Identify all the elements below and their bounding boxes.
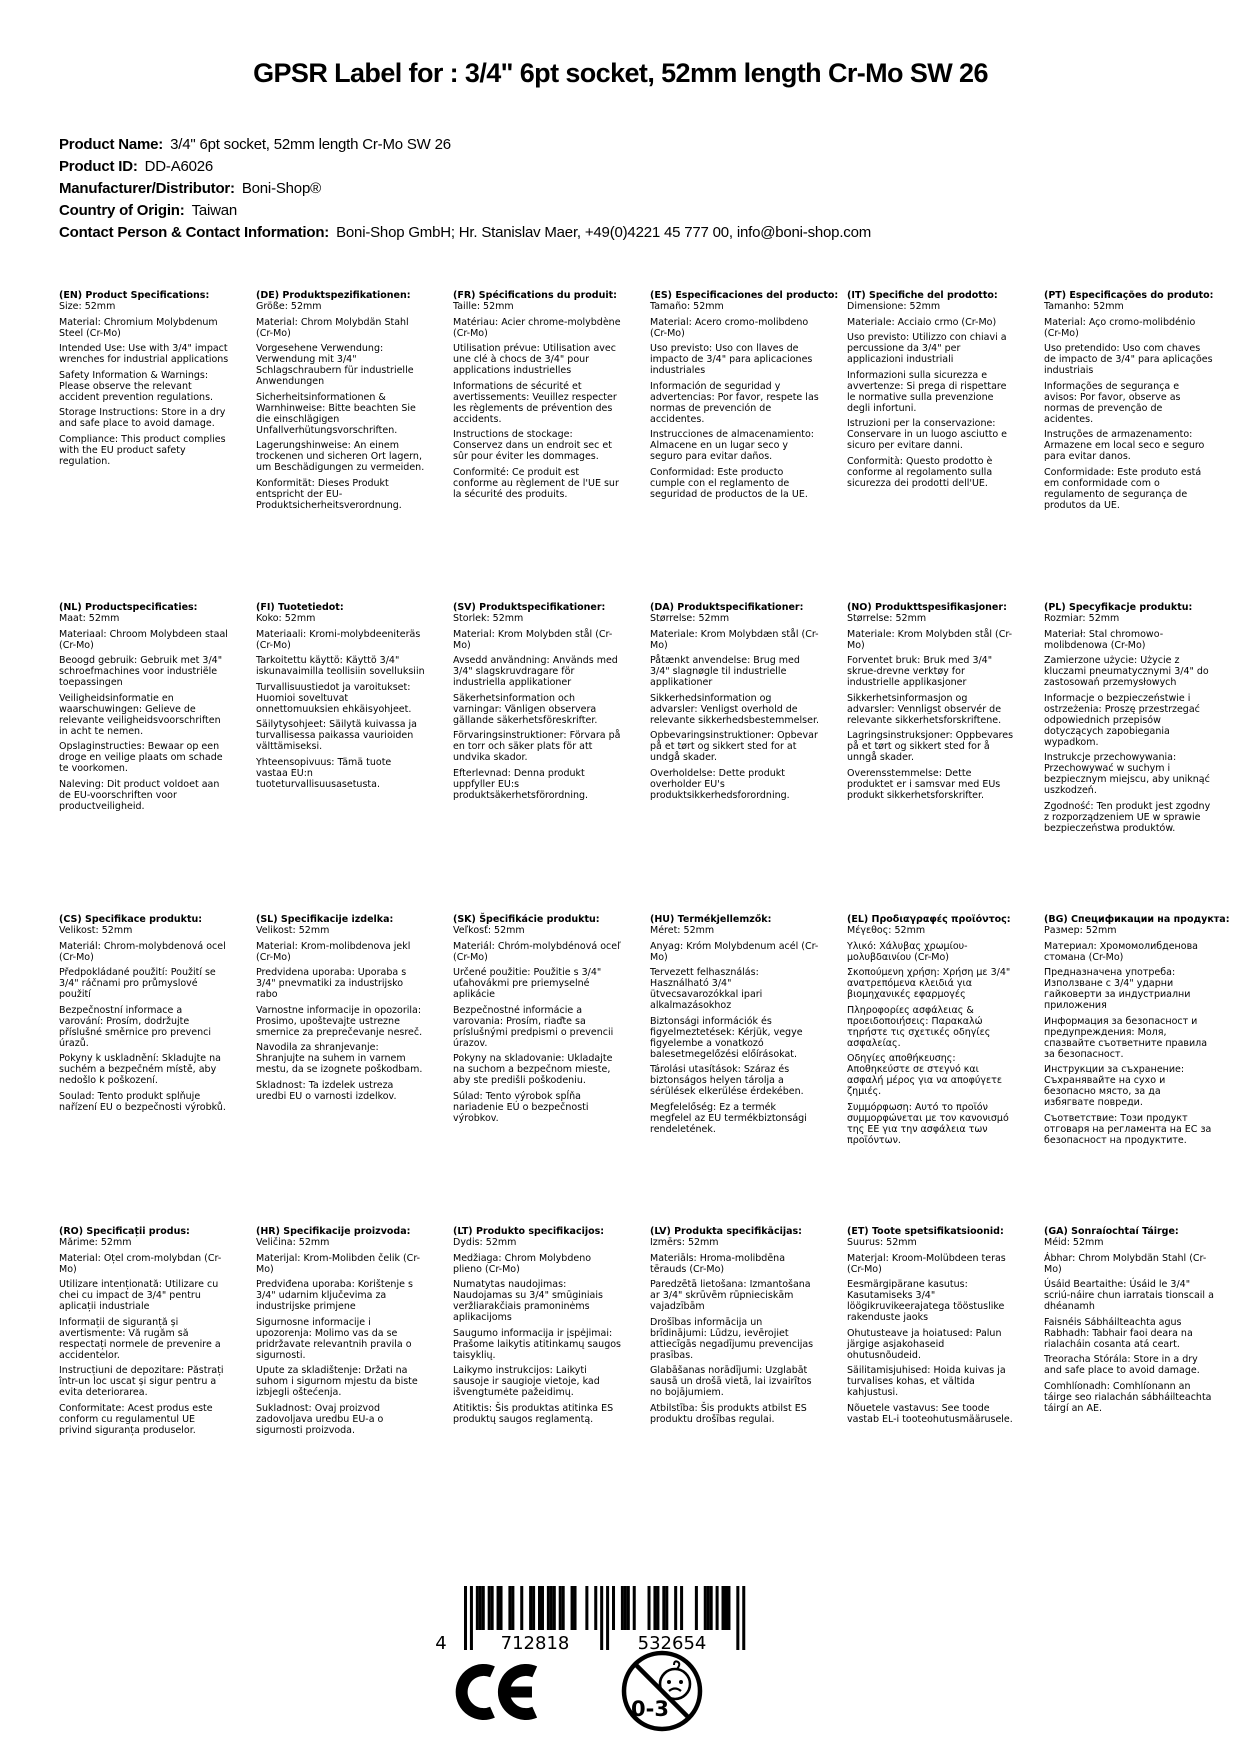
lang-heading: (BG) Спецификации на продукта: (1044, 914, 1230, 925)
spec-paragraph: Atitiktis: Šis produktas atitinka ES produktų saugos reglamentą. (453, 1402, 614, 1425)
spec-paragraph: Informacje o bezpieczeństwie i ostrzeżenia: Proszę przestrzegać odpowiednich przepisów dotyczących zapobiegania wypadkom. (1044, 692, 1200, 748)
lang-block-ro (59, 1226, 229, 1440)
spec-paragraph: Paredzētā lietošana: Izmantošana ar 3/4" skrūvēm rūpnieciskām vajadzībām (650, 1279, 811, 1312)
spec-paragraph: Material: Oțel crom-molybdan (Cr-Mo) (59, 1252, 222, 1275)
spec-paragraph: Koko: 52mm (256, 613, 316, 624)
spec-paragraph: Forventet bruk: Bruk med 3/4" skrue-drevne verktøy for industrielle applikasjoner (847, 655, 993, 688)
spec-paragraph: Eesmärgipärane kasutus: Kasutamiseks 3/4" löögikruvikeerajatega tööstuslike rakenduste jaoks (847, 1279, 1005, 1323)
spec-paragraph: Predvidena uporaba: Uporaba s 3/4" pnevmatiki za industrijsko rabo (256, 967, 407, 1000)
spec-paragraph: Συμμόρφωση: Αυτό το προϊόν συμμορφώνεται με τον κανονισμό της ΕΕ για την ασφάλεια των προϊόντων. (847, 1101, 1009, 1146)
product-info-value: 3/4" 6pt socket, 52mm length Cr-Mo SW 26 (170, 136, 451, 153)
spec-paragraph: Laikymo instrukcijos: Laikyti sausoje ir saugioje vietoje, kad išvengtumėte pažeidimų. (453, 1365, 600, 1398)
lang-heading: (SL) Specifikacije izdelka: (256, 914, 394, 925)
spec-paragraph: Navodila za shranjevanje: Shranjujte na suhem in varnem mestu, da se izognete poškodbam. (256, 1042, 423, 1075)
language-grid-row-4 (59, 1226, 1214, 1440)
spec-paragraph: Izmērs: 52mm (650, 1237, 719, 1248)
lang-heading: (GA) Sonraíochtaí Táirge: (1044, 1226, 1179, 1237)
product-info-value: DD-A6026 (144, 158, 214, 175)
spec-paragraph: Soulad: Tento produkt splňuje nařízení EU o bezpečnosti výrobků. (59, 1090, 226, 1113)
spec-paragraph: Overholdelse: Dette produkt overholder EU's produktsikkerhedsforordning. (650, 767, 790, 801)
spec-paragraph: Storage Instructions: Store in a dry and safe place to avoid damage. (59, 407, 226, 429)
lang-heading: (HR) Specifikacije proizvoda: (256, 1226, 411, 1237)
spec-paragraph: Materiale: Krom Molybdæn stål (Cr-Mo) (650, 628, 819, 651)
spec-paragraph: Anyag: Króm Molybdenum acél (Cr-Mo) (650, 940, 819, 963)
lang-heading: (HU) Termékjellemzők: (650, 914, 772, 925)
lang-heading: (SV) Produktspecifikationer: (453, 602, 606, 613)
lang-block-ga (1044, 1226, 1214, 1418)
spec-paragraph: Instrucțiuni de depozitare: Păstrați într-un loc uscat și sigur pentru a evita deteriorarea. (59, 1365, 224, 1398)
spec-paragraph: Materiál: Chrom-molybdenová ocel (Cr-Mo) (59, 940, 226, 963)
spec-paragraph: Úsáid Beartaithe: Úsáid le 3/4" scriú-náire chun iarratais tionscail a dhéanamh (1044, 1279, 1214, 1312)
product-info-line (59, 134, 871, 156)
spec-paragraph: Materiaali: Kromi-molybdeeniteräs (Cr-Mo) (256, 628, 421, 651)
lang-heading: (PL) Specyfikacje produktu: (1044, 602, 1193, 613)
ce-mark-icon (453, 1663, 543, 1725)
spec-paragraph: Safety Information & Warnings: Please observe the relevant accident prevention regulations. (59, 369, 214, 403)
product-info-line (59, 222, 871, 244)
spec-paragraph: Konformität: Dieses Produkt entspricht der EU-Produktsicherheitsverordnung. (256, 477, 402, 511)
lang-block-pt (1044, 290, 1214, 515)
lang-heading: (IT) Specifiche del prodotto: (847, 290, 998, 301)
spec-paragraph: Zgodność: Ten produkt jest zgodny z rozporządzeniem UE w sprawie bezpieczeństwa produktów. (1044, 800, 1211, 834)
product-info-label: Product ID: (59, 158, 138, 175)
spec-paragraph: Información de seguridad y advertencias: Por favor, respete las normas de prevención de accidentes. (650, 380, 819, 425)
spec-paragraph: Biztonsági információk és figyelmeztetések: Kérjük, vegye figyelembe a vonatkozó balesetmegelőzési előírásokat. (650, 1015, 803, 1060)
spec-paragraph: Uso pretendido: Uso com chaves de impacto de 3/4" para aplicações industriais (1044, 343, 1213, 376)
spec-paragraph: Informazioni sulla sicurezza e avvertenze: Si prega di rispettare le normative sulla prevenzione degli infortuni. (847, 369, 1007, 414)
product-info-label: Manufacturer/Distributor: (59, 180, 235, 197)
spec-paragraph: Utilizare intenționată: Utilizare cu chei cu impact de 3/4" pentru aplicații industriale (59, 1279, 219, 1312)
spec-paragraph: Informații de siguranță și avertismente: Vă rugăm să respectați normele de prevenire a accidentelor. (59, 1316, 221, 1361)
spec-paragraph: Съответствие: Този продукт отговаря на регламента на ЕС за безопасност на продуктите. (1044, 1112, 1212, 1146)
spec-paragraph: Säilitamisjuhised: Hoida kuivas ja turvalises kohas, et vältida kahjustusi. (847, 1365, 1006, 1398)
spec-paragraph: Predviđena uporaba: Korištenje s 3/4" udarnim ključevima za industrijske primjene (256, 1279, 413, 1312)
lang-block-cs (59, 914, 229, 1117)
spec-paragraph: Οδηγίες αποθήκευσης: Αποθηκεύστε σε στεγνό και ασφαλή μέρος για να αποφύγετε ζημιές. (847, 1053, 1002, 1097)
lang-heading: (EN) Product Specifications: (59, 290, 210, 301)
spec-paragraph: Materijal: Krom-Molibden čelik (Cr-Mo) (256, 1252, 421, 1275)
spec-paragraph: Instrukcje przechowywania: Przechowywać w suchym i bezpiecznym miejscu, aby uniknąć uszkodzeń. (1044, 752, 1210, 796)
lang-heading: (DE) Produktspezifikationen: (256, 290, 411, 301)
lang-block-it (847, 290, 1017, 493)
lang-heading: (FR) Spécifications du produit: (453, 290, 617, 301)
spec-paragraph: Предназначена употреба: Използване с 3/4" ударни гайковерти за индустриални приложения (1044, 967, 1191, 1011)
spec-paragraph: Størrelse: 52mm (650, 613, 730, 624)
spec-paragraph: Säkerhetsinformation och varningar: Vänligen observera gällande säkerhetsföreskrifter. (453, 692, 598, 726)
product-info-line (59, 200, 871, 222)
spec-paragraph: Předpokládané použití: Použití se 3/4" ráčnami pro průmyslové použití (59, 967, 216, 1000)
spec-paragraph: Sigurnosne informacije i upozorenja: Molimo vas da se pridržavate relevantnih pravila o sigurnosti. (256, 1316, 412, 1361)
spec-paragraph: Pokyny k uskladnění: Skladujte na suchém a bezpečném místě, aby nedošlo k poškození. (59, 1053, 221, 1086)
lang-heading: (FI) Tuotetiedot: (256, 602, 344, 613)
spec-paragraph: Opslaginstructies: Bewaar op een droge en veilige plaats om schade te voorkomen. (59, 741, 223, 774)
spec-paragraph: Tamaño: 52mm (650, 301, 724, 312)
product-info-value: Boni-Shop® (241, 180, 321, 197)
spec-paragraph: Uso previsto: Utilizzo con chiavi a percussione da 3/4" per applicazioni industriali (847, 332, 1007, 365)
spec-paragraph: Méret: 52mm (650, 925, 715, 936)
lang-heading: (LT) Produkto specifikacijos: (453, 1226, 605, 1237)
language-grid-row-1 (59, 290, 1214, 515)
spec-paragraph: Υλικό: Χάλυβας χρωμίου-μολυβδαινίου (Cr-Mo) (847, 940, 968, 963)
spec-paragraph: Velikost: 52mm (256, 925, 330, 936)
spec-paragraph: Turvallisuustiedot ja varoitukset: Huomioi soveltuvat onnettomuuksien ehkäisyohjeet. (256, 681, 412, 715)
spec-paragraph: Materiale: Acciaio crmo (Cr-Mo) (847, 316, 997, 328)
spec-paragraph: Opbevaringsinstruktioner: Opbevar på et tørt og sikkert sted for at undgå skader. (650, 730, 818, 763)
spec-paragraph: Materiaal: Chroom Molybdeen staal (Cr-Mo) (59, 628, 228, 651)
spec-paragraph: Sikkerhedsinformation og advarsler: Venligst overhold de relevante sikkerhedsbestemmelser. (650, 692, 819, 726)
spec-paragraph: Conformidade: Este produto está em conformidade com o regulamento de segurança de produtos da UE. (1044, 466, 1202, 511)
spec-paragraph: Méid: 52mm (1044, 1237, 1104, 1248)
product-info-line (59, 178, 871, 200)
spec-paragraph: Určené použitie: Použitie s 3/4" uťahovákmi pre priemyselné aplikácie (453, 967, 602, 1000)
lang-block-lt (453, 1226, 623, 1429)
spec-paragraph: Material: Acero cromo-molibdeno (Cr-Mo) (650, 316, 809, 339)
lang-heading: (CS) Specifikace produktu: (59, 914, 203, 925)
product-info-label: Product Name: (59, 136, 164, 153)
lang-block-pl (1044, 602, 1214, 838)
spec-paragraph: Instruções de armazenamento: Armazene em local seco e seguro para evitar danos. (1044, 429, 1205, 462)
lang-heading: (LV) Produkta specifikācijas: (650, 1226, 802, 1237)
lang-block-lv (650, 1226, 820, 1429)
lang-block-de (256, 290, 426, 515)
spec-paragraph: Tarkoitettu käyttö: Käyttö 3/4" iskunavaimilla teollisiin sovelluksiin (256, 655, 425, 677)
spec-paragraph: Informações de segurança e avisos: Por favor, observe as normas de prevenção de acidentes. (1044, 380, 1181, 425)
lang-block-sk (453, 914, 623, 1128)
spec-paragraph: Avsedd användning: Används med 3/4" slagskruvdragare för industriella applikationer (453, 655, 618, 688)
lang-heading: (NO) Produkttspesifikasjoner: (847, 602, 1007, 613)
spec-paragraph: Säilytysohjeet: Säilytä kuivassa ja turvallisessa paikassa vaurioiden välttämiseksi. (256, 719, 417, 752)
spec-paragraph: Treoracha Stórála: Store in a dry and safe place to avoid damage. (1044, 1354, 1200, 1376)
spec-paragraph: Suurus: 52mm (847, 1237, 917, 1248)
lang-heading: (NL) Productspecificaties: (59, 602, 198, 613)
spec-paragraph: Naleving: Dit product voldoet aan de EU-voorschriften voor productveiligheid. (59, 778, 220, 812)
spec-paragraph: Bezpečnostní informace a varování: Prosím, dodržujte příslušné směrnice pro prevenci úrazů. (59, 1004, 212, 1049)
spec-paragraph: Material: Aço cromo-molibdénio (Cr-Mo) (1044, 316, 1196, 339)
spec-paragraph: Material: Krom Molybden stål (Cr-Mo) (453, 628, 613, 651)
spec-paragraph: Tárolási utasítások: Száraz és biztonságos helyen tárolja a sérülések elkerülése érdekében. (650, 1064, 804, 1097)
lang-block-nl (59, 602, 229, 816)
spec-paragraph: Materiał: Stal chromowo-molibdenowa (Cr-Mo) (1044, 628, 1164, 651)
spec-paragraph: Förvaringsinstruktioner: Förvara på en torr och säker plats för att undvika skador. (453, 730, 621, 763)
lang-block-hr (256, 1226, 426, 1440)
spec-paragraph: Rozmiar: 52mm (1044, 613, 1120, 624)
spec-paragraph: Materiale: Krom Molybden stål (Cr-Mo) (847, 628, 1013, 651)
spec-paragraph: Размер: 52mm (1044, 925, 1117, 936)
spec-paragraph: Sicherheitsinformationen & Warnhinweise: Bitte beachten Sie die einschlägigen Unfallverhütungsvorschriften. (256, 391, 416, 436)
lang-block-fi (256, 602, 426, 794)
lang-block-sl (256, 914, 426, 1106)
spec-paragraph: Efterlevnad: Denna produkt uppfyller EU:s produktsäkerhetsförordning. (453, 767, 589, 801)
product-info-label: Contact Person & Contact Information: (59, 224, 330, 241)
lang-block-el (847, 914, 1017, 1150)
page-title: GPSR Label for : 3/4" 6pt socket, 52mm length Cr-Mo SW 26 (253, 58, 988, 88)
spec-paragraph: Sukladnost: Ovaj proizvod zadovoljava uredbu EU-a o sigurnosti proizvoda. (256, 1402, 384, 1436)
spec-paragraph: Medžiaga: Chrom Molybdeno plieno (Cr-Mo) (453, 1252, 592, 1275)
spec-paragraph: Conformitate: Acest produs este conform cu regulamentul UE privind siguranța produselor. (59, 1402, 213, 1436)
spec-paragraph: Súlad: Tento výrobok spĺňa nariadenie EÚ o bezpečnosti výrobkov. (453, 1090, 589, 1124)
lang-heading: (DA) Produktspecifikationer: (650, 602, 804, 613)
lang-block-en (59, 290, 229, 471)
language-grid-row-3 (59, 914, 1230, 1150)
spec-paragraph: Overensstemmelse: Dette produktet er i samsvar med EUs produkt sikkerhetsforskrifter. (847, 767, 1001, 801)
spec-paragraph: Σκοπούμενη χρήση: Χρήση με 3/4" ανατρεπόμενα κλειδιά για βιομηχανικές εφαρμογές (847, 967, 1011, 1000)
spec-paragraph: Pokyny na skladovanie: Ukladajte na suchom a bezpečnom mieste, aby ste predišli poškodeniu. (453, 1053, 613, 1086)
lang-heading: (ES) Especificaciones del producto: (650, 290, 839, 301)
lang-block-sv (453, 602, 623, 805)
spec-paragraph: Numatytas naudojimas: Naudojamas su 3/4" smūginiais veržliarakčiais pramoninėms aplikacijoms (453, 1279, 603, 1323)
spec-paragraph: Lagringsinstruksjoner: Oppbevares på et tørt og sikkert sted for å unngå skader. (847, 730, 1014, 763)
spec-paragraph: Lagerungshinweise: An einem trockenen und sicheren Ort lagern, um Beschädigungen zu vermeiden. (256, 440, 425, 473)
language-grid-row-2 (59, 602, 1214, 838)
lang-heading: (EL) Προδιαγραφές προϊόντος: (847, 914, 1011, 925)
spec-paragraph: Материал: Хромомолибденова стомана (Cr-Mo) (1044, 940, 1198, 963)
lang-block-no (847, 602, 1017, 805)
spec-paragraph: Vorgesehene Verwendung: Verwendung mit 3/4" Schlagschraubern für industrielle Anwendungen (256, 343, 414, 387)
spec-paragraph: Material: Chrom Molybdän Stahl (Cr-Mo) (256, 316, 409, 339)
spec-paragraph: Sikkerhetsinformasjon og advarsler: Vennligst observér de relevante sikkerhetsforskriftene. (847, 692, 1002, 726)
spec-paragraph: Dydis: 52mm (453, 1237, 517, 1248)
lang-block-es (650, 290, 839, 504)
product-info-block (59, 134, 871, 244)
spec-paragraph: Instructions de stockage: Conservez dans un endroit sec et sûr pour éviter les dommages. (453, 429, 612, 462)
spec-paragraph: Velikost: 52mm (59, 925, 133, 936)
lang-block-fr (453, 290, 623, 504)
spec-paragraph: Informations de sécurité et avertissements: Veuillez respecter les règlements de prévention des accidents. (453, 380, 617, 425)
spec-paragraph: Varnostne informacije in opozorila: Prosimo, upoštevajte ustrezne smernice za preprečevanje nesreč. (256, 1004, 423, 1038)
spec-paragraph: Compliance: This product complies with the EU product safety regulation. (59, 433, 226, 467)
product-info-label: Country of Origin: (59, 202, 185, 219)
lang-block-hu (650, 914, 820, 1139)
spec-paragraph: Beoogd gebruik: Gebruik met 3/4" schroefmachines voor industriële toepassingen (59, 655, 223, 688)
spec-paragraph: Størrelse: 52mm (847, 613, 927, 624)
product-info-value: Taiwan (191, 202, 238, 219)
spec-paragraph: Инструкции за съхранение: Съхранявайте на сухо и безопасно място, за да избягвате повреди. (1044, 1064, 1185, 1108)
spec-paragraph: Conformité: Ce produit est conforme au règlement de l'UE sur la sécurité des produits. (453, 466, 619, 500)
barcode-digits-right: 532654 (637, 1633, 707, 1654)
spec-paragraph: Maat: 52mm (59, 613, 120, 624)
spec-paragraph: Πληροφορίες ασφάλειας & προειδοποιήσεις: Παρακαλώ τηρήστε τις σχετικές οδηγίες ασφαλείας. (847, 1004, 991, 1049)
lang-block-da (650, 602, 820, 805)
spec-paragraph: Skladnost: Ta izdelek ustreza uredbi EU o varnosti izdelkov. (256, 1079, 397, 1102)
lang-heading: (SK) Špecifikácie produktu: (453, 914, 600, 925)
product-info-line (59, 156, 871, 178)
age-warning-0-3-icon (620, 1649, 704, 1737)
product-info-value: Boni-Shop GmbH; Hr. Stanislav Maer, +49(0)4221 45 777 00, info@boni-shop.com (336, 224, 872, 241)
spec-paragraph: Zamierzone użycie: Użycie z kluczami pneumatycznymi 3/4" do zastosowań przemysłowych (1044, 655, 1209, 688)
spec-paragraph: Veiligheidsinformatie en waarschuwingen: Gelieve de relevante veiligheidsvoorschriften in acht te nemen. (59, 692, 221, 737)
spec-paragraph: Matériau: Acier chrome-molybdène (Cr-Mo) (453, 316, 621, 339)
spec-paragraph: Μέγεθος: 52mm (847, 925, 926, 936)
spec-paragraph: Materiál: Chróm-molybdénová oceľ (Cr-Mo) (453, 940, 621, 963)
lang-heading: (ET) Toote spetsifikatsioonid: (847, 1226, 1004, 1237)
spec-paragraph: Size: 52mm (59, 301, 116, 312)
spec-paragraph: Größe: 52mm (256, 301, 322, 312)
spec-paragraph: Veličina: 52mm (256, 1237, 330, 1248)
spec-paragraph: Instrucciones de almacenamiento: Almacene en un lugar seco y seguro para evitar daños. (650, 429, 814, 462)
spec-paragraph: Istruzioni per la conservazione: Conservare in un luogo asciutto e sicuro per evitare danni. (847, 418, 1008, 451)
barcode-digits-left: 712818 (500, 1633, 570, 1654)
spec-paragraph: Intended Use: Use with 3/4" impact wrenches for industrial applications (59, 343, 229, 365)
lang-block-et (847, 1226, 1017, 1429)
spec-paragraph: Storlek: 52mm (453, 613, 524, 624)
spec-paragraph: Conformità: Questo prodotto è conforme al regolamento sulla sicurezza dei prodotti dell'UE. (847, 455, 993, 489)
spec-paragraph: Veľkosť: 52mm (453, 925, 525, 936)
spec-paragraph: Utilisation prévue: Utilisation avec une clé à chocs de 3/4" pour applications industrielles (453, 343, 616, 376)
lang-block-bg (1044, 914, 1230, 1150)
spec-paragraph: Dimensione: 52mm (847, 301, 941, 312)
spec-paragraph: Ohutusteave ja hoiatused: Palun järgige asjakohaseid ohutusnõudeid. (847, 1327, 1002, 1361)
spec-paragraph: Materiāls: Hroma-molibdēna tērauds (Cr-Mo) (650, 1252, 786, 1275)
spec-paragraph: Ábhar: Chrom Molybdän Stahl (Cr-Mo) (1044, 1252, 1207, 1275)
spec-paragraph: Påtænkt anvendelse: Brug med 3/4" slagnøgle til industrielle applikationer (650, 655, 800, 688)
spec-paragraph: Atbilstība: Šis produkts atbilst ES produktu drošības regulai. (650, 1402, 807, 1425)
spec-paragraph: Nõuetele vastavus: See toode vastab EL-i tooteohutusmäärusele. (847, 1402, 1013, 1425)
age-warning-text: 0-3 (631, 1697, 669, 1721)
spec-paragraph: Comhlíonadh: Comhlíonann an táirge seo rialachán sábháilteachta táirgí an AE. (1044, 1380, 1212, 1414)
spec-paragraph: Bezpečnostné informácie a varovania: Prosím, riaďte sa príslušnými predpismi o prevencii úrazov. (453, 1004, 614, 1049)
spec-paragraph: Glabāšanas norādījumi: Uzglabāt sausā un drošā vietā, lai izvairītos no bojājumiem. (650, 1365, 812, 1398)
spec-paragraph: Faisnéis Sábháilteachta agus Rabhadh: Tabhair faoi deara na rialacháin cosanta atá ceart. (1044, 1316, 1193, 1350)
spec-paragraph: Yhteensopivuus: Tämä tuote vastaa EU:n tuoteturvallisuusasetusta. (256, 756, 392, 790)
lang-heading: (RO) Specificații produs: (59, 1226, 190, 1237)
lang-heading: (PT) Especificações do produto: (1044, 290, 1214, 301)
spec-paragraph: Upute za skladištenje: Držati na suhom i sigurnom mjestu da biste izbjegli oštećenja. (256, 1365, 418, 1398)
spec-paragraph: Megfelelőség: Ez a termék megfelel az EU termékbiztonsági rendeletének. (650, 1101, 807, 1135)
spec-paragraph: Material: Krom-molibdenova jekl (Cr-Mo) (256, 940, 411, 963)
spec-paragraph: Информация за безопасност и предупреждения: Моля, спазвайте съответните правила за безопасност. (1044, 1015, 1208, 1060)
spec-paragraph: Tamanho: 52mm (1044, 301, 1124, 312)
spec-paragraph: Taille: 52mm (453, 301, 514, 312)
spec-paragraph: Conformidad: Este producto cumple con el reglamento de seguridad de productos de la UE. (650, 466, 808, 500)
spec-paragraph: Tervezett felhasználás: Használható 3/4" ütvecsavarozókkal ipari alkalmazásokhoz (650, 967, 763, 1011)
spec-paragraph: Mărime: 52mm (59, 1237, 132, 1248)
barcode-digit-first: 4 (435, 1633, 447, 1654)
spec-paragraph: Uso previsto: Uso con llaves de impacto de 3/4" para aplicaciones industriales (650, 343, 813, 376)
spec-paragraph: Materjal: Kroom-Molübdeen teras (Cr-Mo) (847, 1252, 1006, 1275)
spec-paragraph: Drošības informācija un brīdinājumi: Lūdzu, ievērojiet attiecīgās negadījumu prevencijas prasības. (650, 1316, 814, 1361)
spec-paragraph: Material: Chromium Molybdenum Steel (Cr-Mo) (59, 316, 218, 339)
spec-paragraph: Saugumo informacija ir įspėjimai: Prašome laikytis atitinkamų saugos taisyklių. (453, 1327, 621, 1361)
